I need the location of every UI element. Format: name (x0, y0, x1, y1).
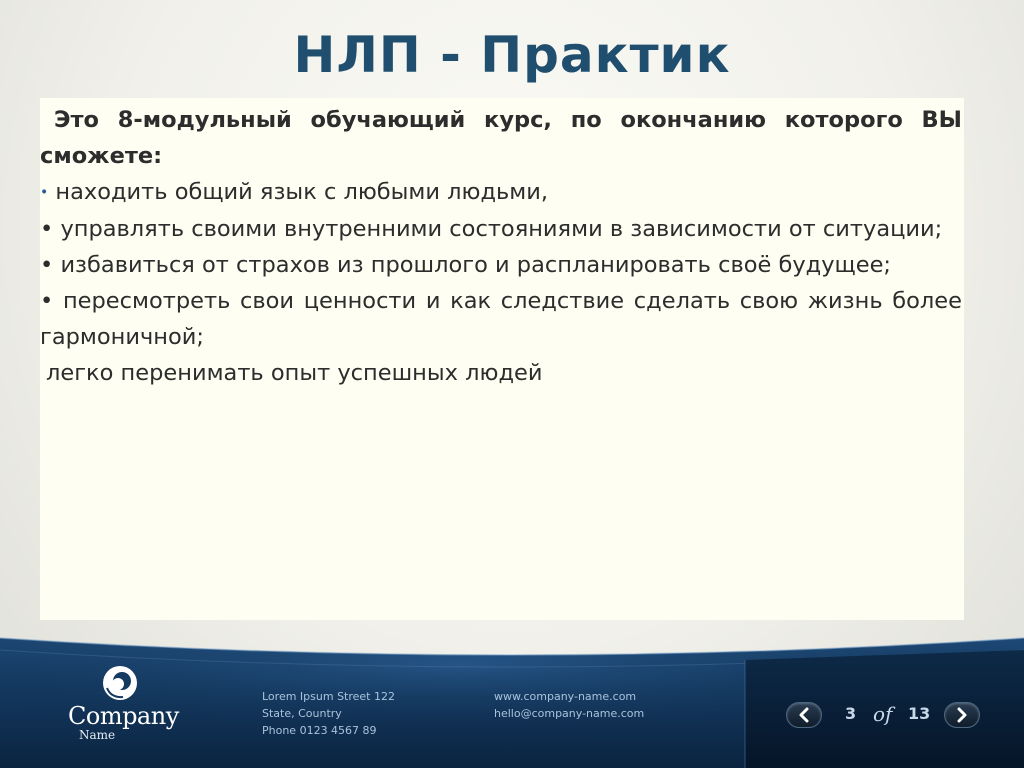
chevron-right-icon (954, 707, 970, 723)
next-slide-button[interactable] (944, 702, 980, 728)
slide-title: НЛП - Практик (293, 26, 731, 84)
logo-name-text: Name (79, 728, 116, 742)
contact-block (494, 688, 644, 722)
swirl-logo-icon (101, 664, 139, 702)
address-line: State, Country (262, 707, 342, 720)
pager (784, 700, 984, 730)
bullet-item-2 (40, 211, 962, 247)
bullet-marker: • (40, 215, 54, 242)
page-of-label: of (873, 702, 893, 726)
bullet-item-3 (40, 247, 962, 283)
email-link[interactable]: hello@company-name.com (494, 707, 645, 720)
last-line: легко перенимать опыт успешных людей (46, 359, 543, 386)
logo-company-text: Company (68, 702, 179, 730)
content-text (40, 102, 962, 391)
bullet-item-1 (40, 174, 962, 211)
bullet-text: находить общий язык с любыми людьми, (55, 179, 549, 205)
bullet-item-4 (40, 283, 962, 355)
total-pages-number: 13 (908, 704, 931, 723)
prev-slide-button[interactable] (786, 702, 822, 728)
current-page-number: 3 (845, 704, 857, 723)
bullet-text: избавиться от страхов из прошлого и распланировать своё будущее; (60, 251, 891, 278)
address-line: Lorem Ipsum Street 122 (262, 690, 395, 703)
intro-paragraph (40, 102, 962, 174)
footer (0, 620, 1024, 768)
bullet-text: пересмотреть свои ценности и как следствие сделать свою жизнь более гармоничной; (40, 287, 962, 350)
bullet-marker: • (40, 184, 49, 201)
intro-text: Это 8-модульный обучающий курс, по окончанию которого ВЫ сможете: (40, 107, 962, 169)
bullet-marker: • (40, 287, 54, 314)
bullet-text: управлять своими внутренними состояниями в зависимости от ситуации; (60, 215, 943, 242)
address-block (262, 688, 395, 739)
bullet-marker: • (40, 251, 54, 278)
phone-line: Phone 0123 4567 89 (262, 724, 377, 737)
chevron-left-icon (796, 707, 812, 723)
website-link[interactable]: www.company-name.com (494, 690, 637, 703)
